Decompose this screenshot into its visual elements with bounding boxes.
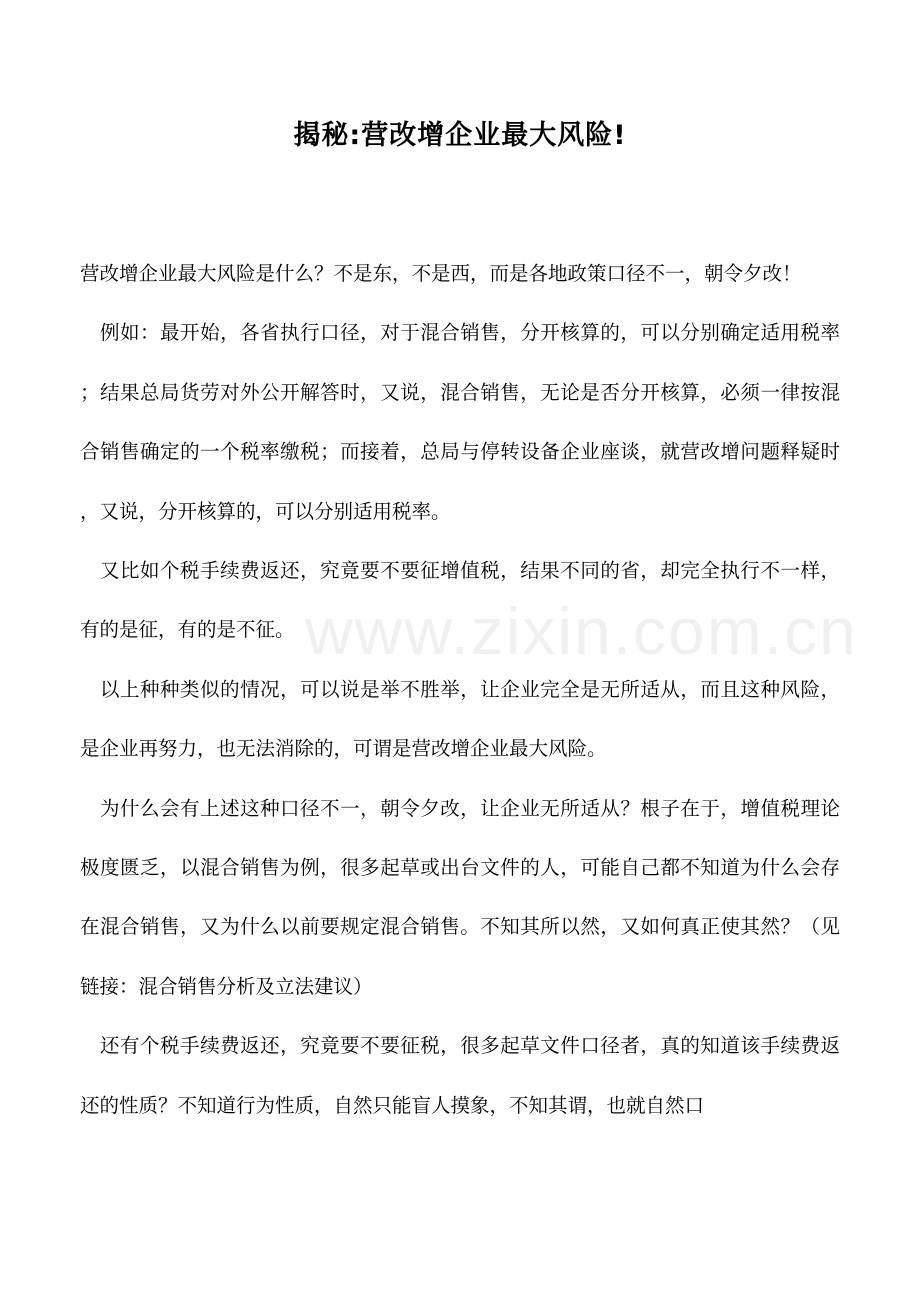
paragraph-6: 还有个税手续费返还，究竟要不要征税，很多起草文件口径者，真的知道该手续费返还的性质？不知道行为性质，自然只能盲人摸象，不知其谓，也就自然口 <box>80 1034 840 1117</box>
paragraph-1: 营改增企业最大风险是什么？不是东，不是西，而是各地政策口径不一，朝令夕改！ <box>80 262 802 285</box>
paragraph-4: 以上种种类似的情况，可以说是举不胜举，让企业完全是无所适从，而且这种风险，是企业再努力，也无法消除的，可谓是营改增企业最大风险。 <box>80 677 840 761</box>
paragraph-2: 例如：最开始，各省执行口径，对于混合销售，分开核算的，可以分别确定适用税率；结果总局货劳对外公开解答时，又说，混合销售，无论是否分开核算，必须一律按混合销售确定的一个税率缴税；而接着，总局与停转设备企业座谈，就营改增问题释疑时，又说，分开核算的，可以分别适用税率。 <box>80 321 840 523</box>
page-title: 揭秘:营改增企业最大风险! <box>293 120 627 151</box>
document-body <box>80 244 840 1135</box>
watermark: www.zixin.com.cn <box>305 594 858 668</box>
paragraph-5: 为什么会有上述这种口径不一，朝令夕改，让企业无所适从？根子在于，增值税理论极度匮乏，以混合销售为例，很多起草或出台文件的人，可能自己都不知道为什么会存在混合销售，又为什么以前要规定混合销售。不知其所以然，又如何真正使其然？（见链接：混合销售分析及立法建议） <box>80 796 840 998</box>
paragraph-3: 又比如个税手续费返还，究竟要不要征增值税，结果不同的省，却完全执行不一样，有的是征，有的是不征。 <box>80 559 840 642</box>
